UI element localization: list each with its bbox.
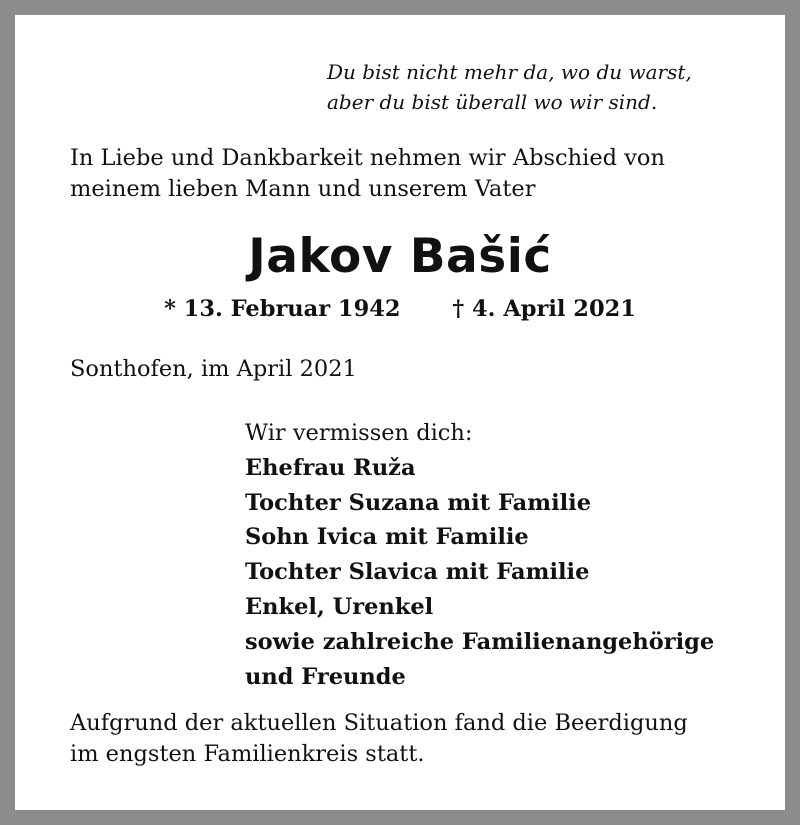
closing-text xyxy=(70,708,770,770)
mourner-entry: Tochter Slavica mit Familie xyxy=(245,559,590,586)
birth-date: * 13. Februar 1942 xyxy=(164,296,401,322)
mourner-entry: Sohn Ivica mit Familie xyxy=(245,524,529,551)
mourner-entry: Enkel, Urenkel xyxy=(245,593,434,620)
intro-line: In Liebe und Dankbarkeit nehmen wir Abschied von xyxy=(70,145,665,171)
mourner-entry: und Freunde xyxy=(245,663,406,690)
obituary-notice xyxy=(15,15,785,810)
mourner-entry: Ehefrau Ruža xyxy=(245,454,416,481)
mourners-list xyxy=(245,416,765,694)
closing-line: Aufgrund der aktuellen Situation fand die Beerdigung xyxy=(70,710,688,736)
closing-line: im engsten Familienkreis statt. xyxy=(70,741,425,767)
mourner-entry: sowie zahlreiche Familienangehörige xyxy=(245,628,715,655)
mourners-heading: Wir vermissen dich: xyxy=(245,420,473,446)
life-dates xyxy=(15,294,785,324)
intro-line: meinem lieben Mann und unserem Vater xyxy=(70,176,536,202)
quote-line: aber du bist überall wo wir sind. xyxy=(327,90,658,114)
intro-text xyxy=(70,143,750,205)
mourner-entry: Tochter Suzana mit Familie xyxy=(245,489,592,516)
death-date: † 4. April 2021 xyxy=(452,296,636,322)
place-and-date: Sonthofen, im April 2021 xyxy=(70,356,357,382)
quote-line: Du bist nicht mehr da, wo du warst, xyxy=(327,60,692,84)
memorial-quote xyxy=(327,57,747,117)
deceased-name: Jakov Bašić xyxy=(248,229,552,284)
